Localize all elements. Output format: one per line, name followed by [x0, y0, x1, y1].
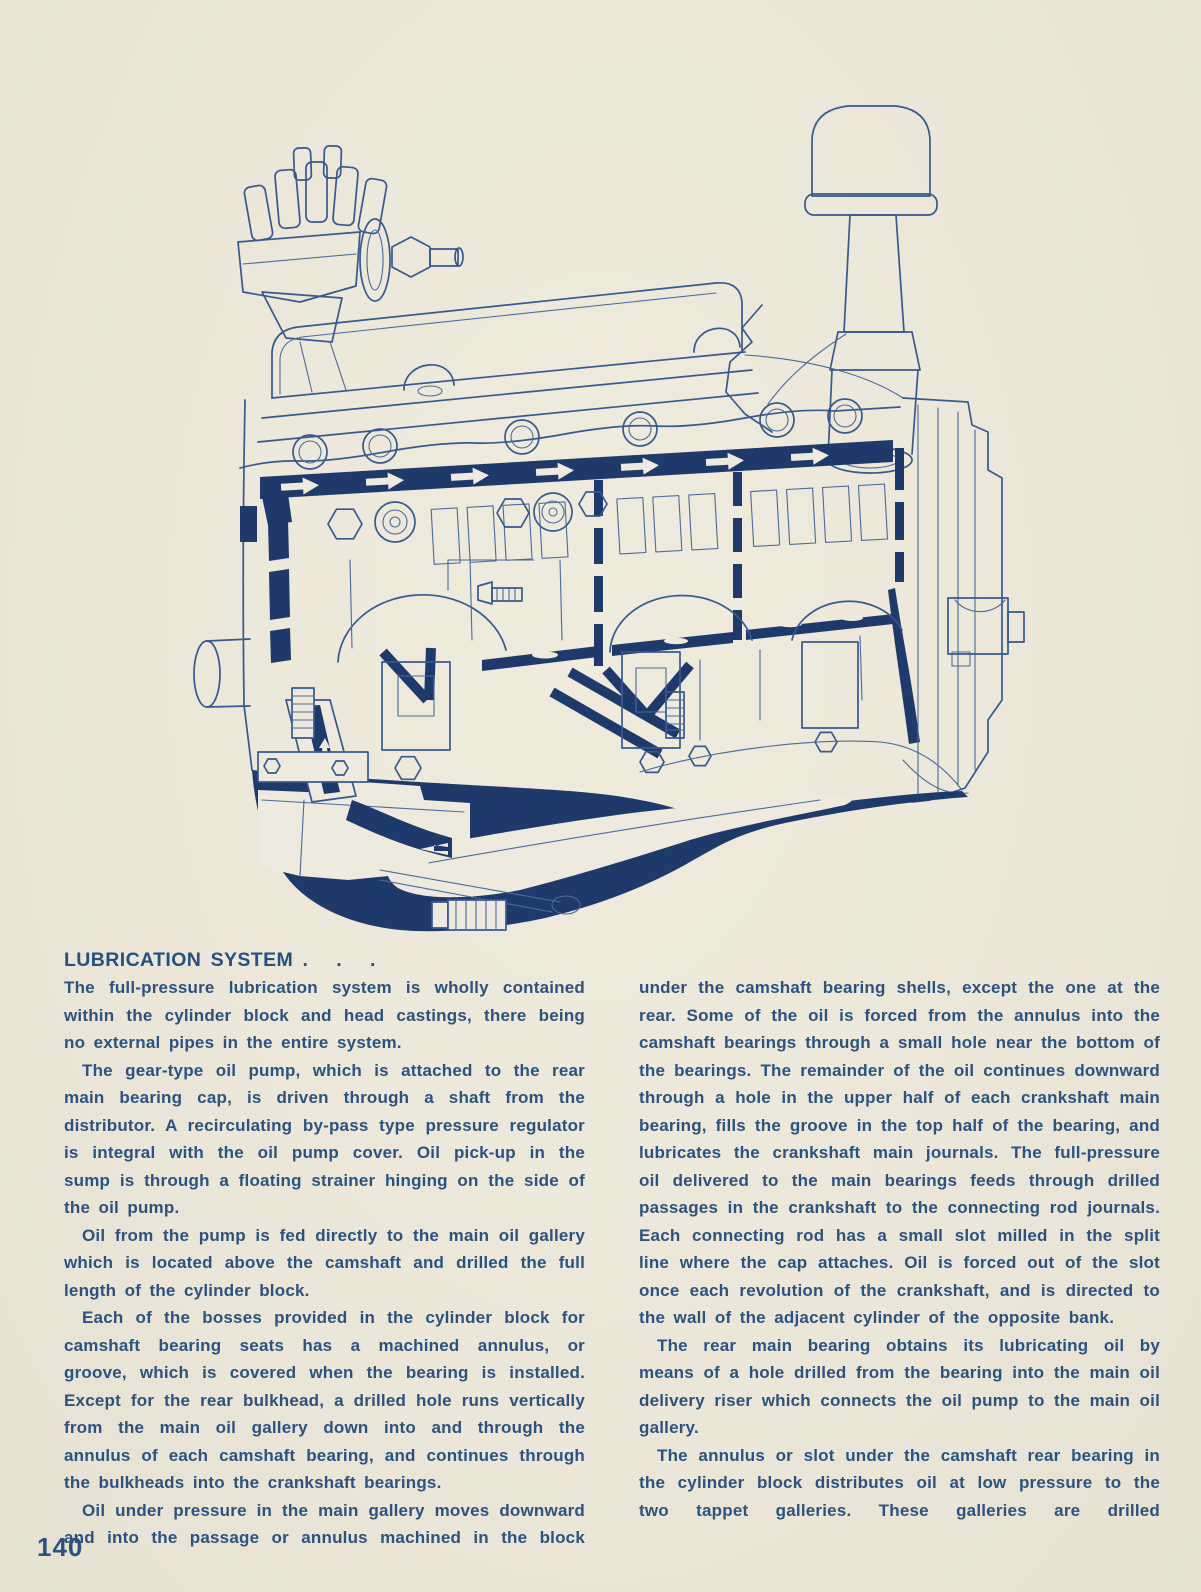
rear-housing: [903, 398, 1024, 802]
valve-cover: [258, 283, 903, 442]
paragraph: The annulus or slot under the camshaft rear bearing in the cylinder block distributes oil at low pressure to the two tappet galleries. These galleries are drilled: [639, 1445, 1160, 1520]
section-heading: LUBRICATION SYSTEM . . .: [64, 949, 376, 971]
paragraph: Each of the bosses provided in the cylinder block for camshaft bearing seats has a machined annulus, or groove, which is covered when the bearing is installed. Except for the rear bulkhead, a drilled hole runs vertically from the main oil gallery down into and through the annulus of each camshaft bearing, and continues through the bulkheads into the crankshaft bearings.: [64, 1308, 585, 1492]
paragraph: The full-pressure lubrication system is wholly contained within the cylinder block and head castings, there being no external pipes in the entire system.: [64, 978, 585, 1052]
paragraph: under the camshaft bearing shells, except the one at the rear. Some of the oil is forced from the annulus into the camshaft bearings through a small hole near the bottom of the bearings. The remainder of the oil continues downward through a hole in the upper half of each crankshaft main bearing, fills the groove in the top half of the bearing, and lubricates the crankshaft main journals. The full-pressure oil delivered to the main bearings feeds through drilled passages in the crankshaft to the connecting rod journals. Each connecting rod has a small slot milled in the split line where the cap attaches. Oil is forced out of the slot once each revolution of the crankshaft, and is directed to the wall of the adjacent cylinder of the opposite bank.: [639, 978, 1160, 1327]
article-text: [64, 946, 1160, 1552]
left-column: [64, 946, 585, 1552]
paragraph: Oil from the pump is fed directly to the main oil gallery which is located above the camshaft and drilled the full length of the cylinder block.: [64, 1225, 585, 1300]
paragraph: Oil under pressure in the main gallery moves downward and into the passage or annulus machined in the block: [64, 1500, 585, 1547]
paragraph: The rear main bearing obtains its lubricating oil by means of a hole drilled from the bearing into the main oil delivery riser which connects the oil pump to the main oil gallery.: [639, 1335, 1160, 1437]
oil-filler-cap-icon: [726, 106, 937, 473]
paragraph: The gear-type oil pump, which is attached to the rear main bearing cap, is driven through a shaft from the distributor. A recirculating by-pass type pressure regulator is integral with the oil pump cover. Oil pick-up in the sump is through a floating strainer hinging on the side of the oil pump.: [64, 1060, 585, 1217]
page-number: 140: [37, 1532, 84, 1562]
right-column: [639, 946, 1160, 1552]
